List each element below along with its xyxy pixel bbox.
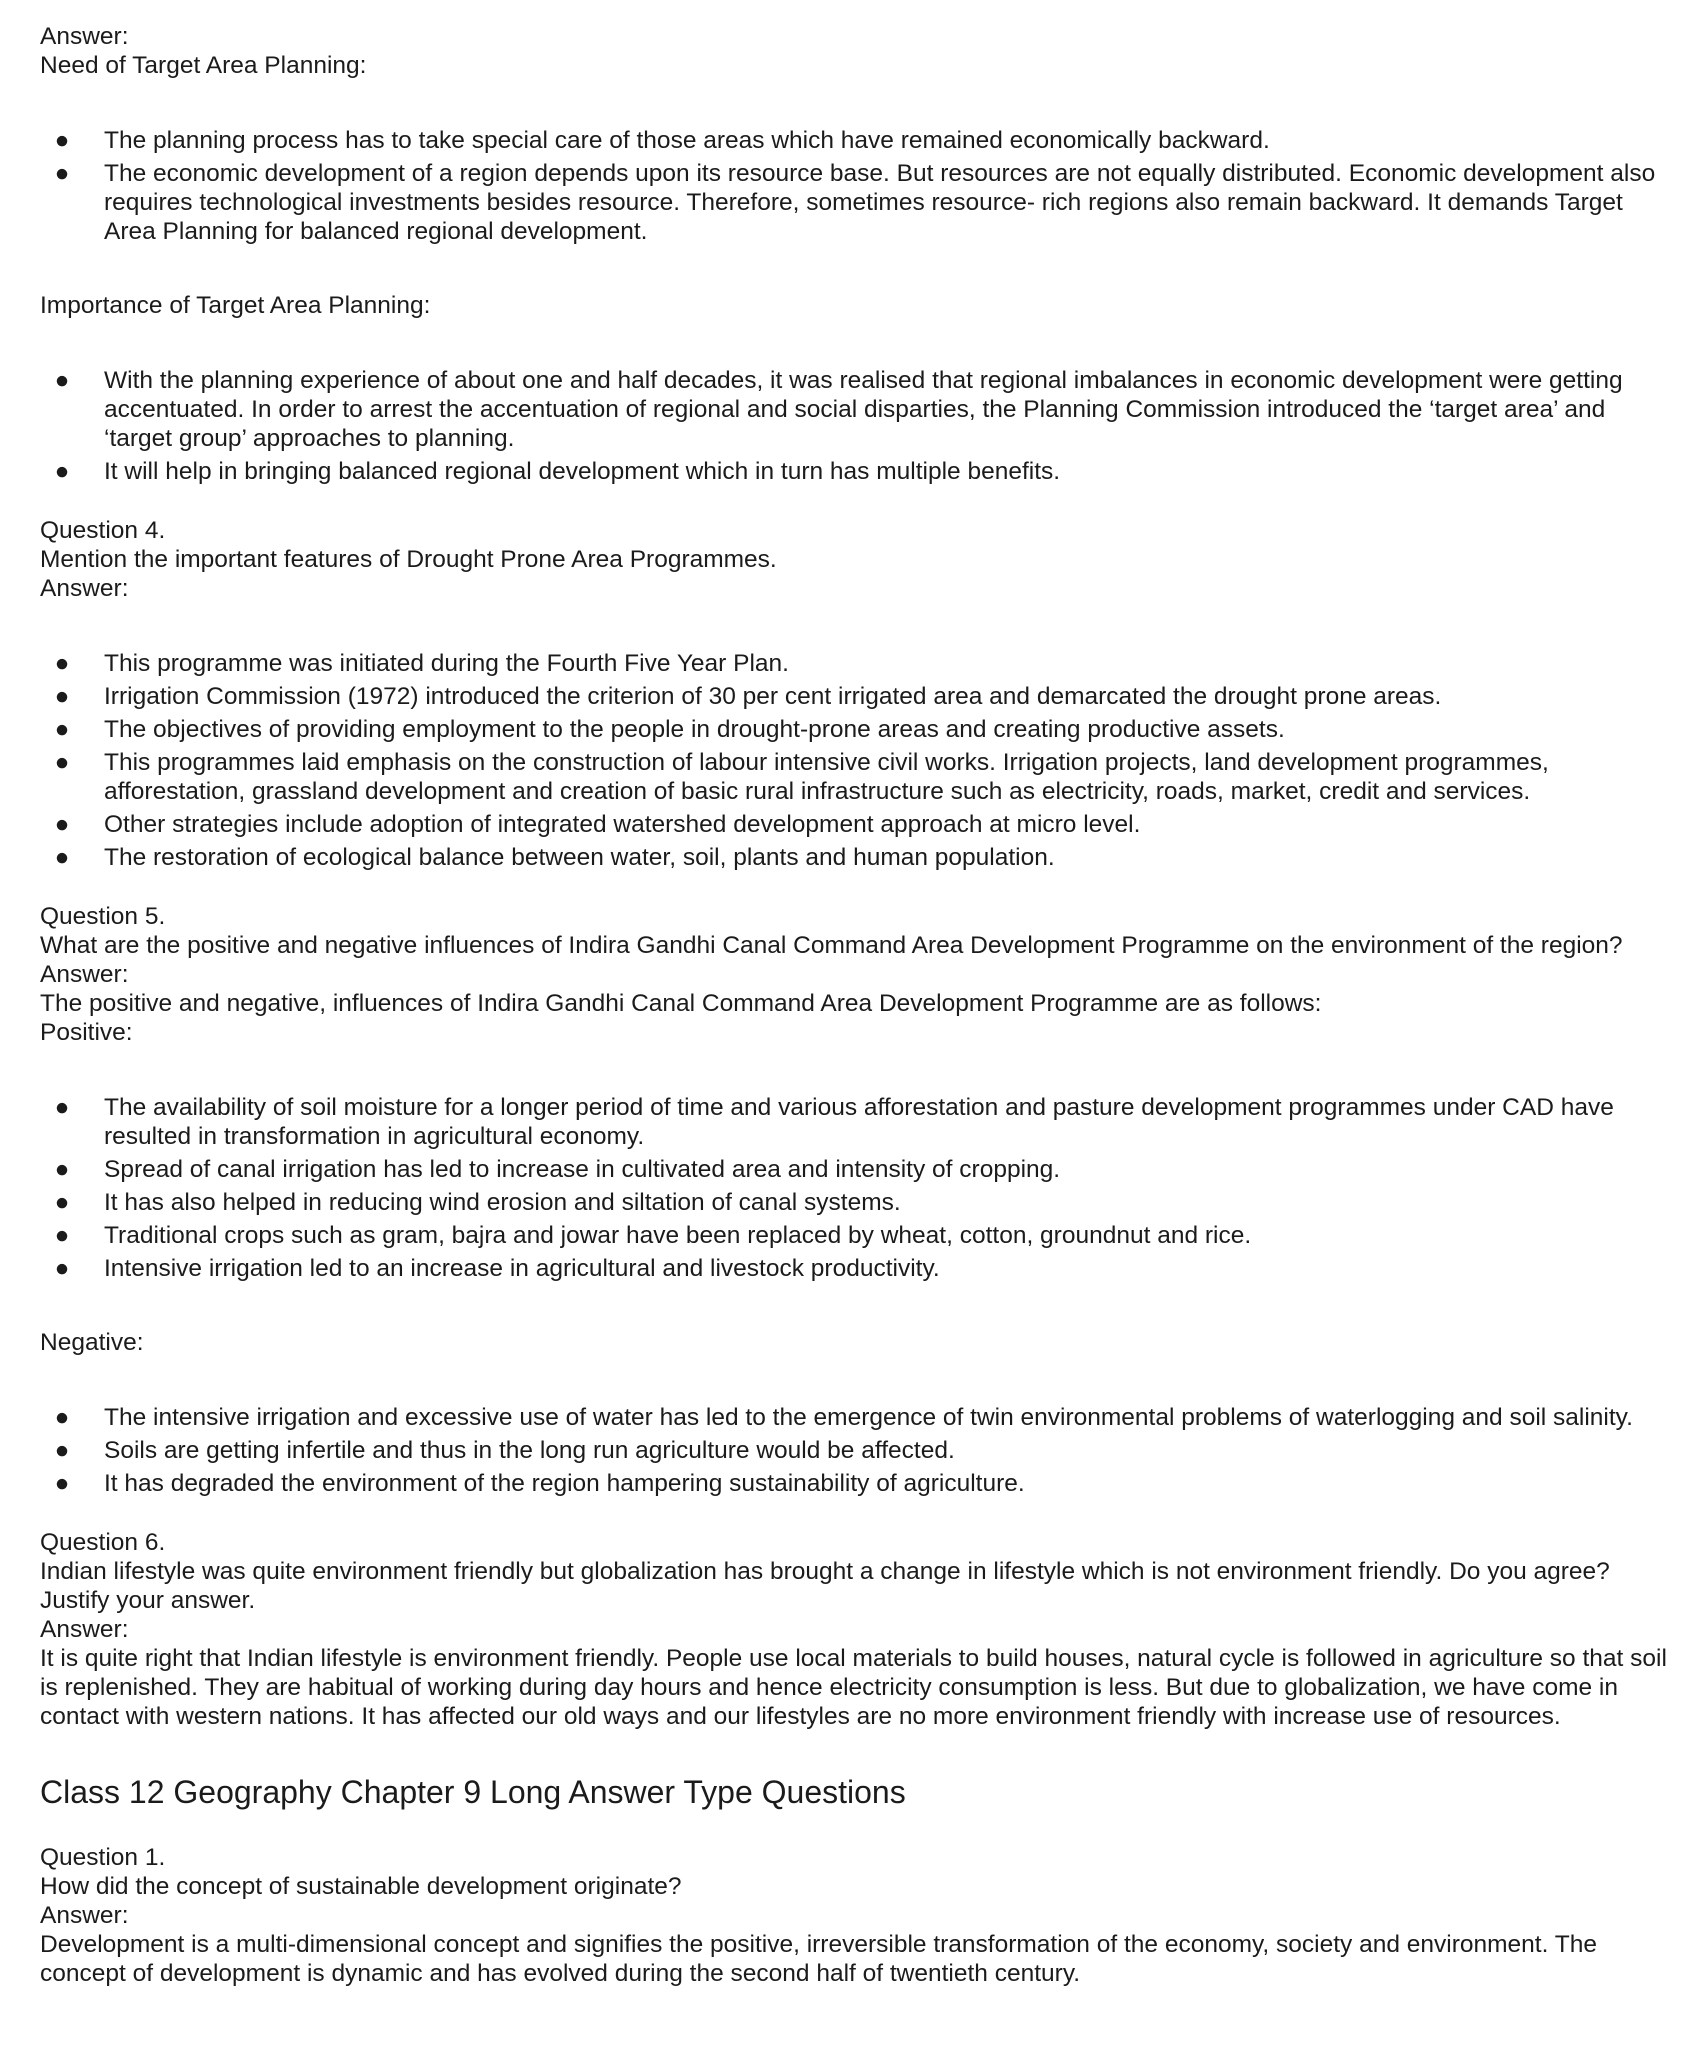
list-item: ● The availability of soil moisture for a longer period of time and various afforestation and pasture development programmes under CAD have resulted in transformation in agricultural economy. (104, 1093, 1670, 1151)
list-item: ● The intensive irrigation and excessive use of water has led to the emergence of twin environmental problems of waterlogging and soil salinity. (104, 1403, 1670, 1432)
positive-list (40, 1093, 1670, 1283)
list-item: ● The economic development of a region depends upon its resource base. But resources are not equally distributed. Economic development also requires technological investments besides resource. Therefore, sometimes resource- rich regions also remain backward. It demands Target Area Planning for balanced regional development. (104, 159, 1670, 246)
bullet-icon: ● (54, 716, 70, 743)
list-item: ● The objectives of providing employment to the people in drought-prone areas and creating productive assets. (104, 715, 1670, 744)
question-label: Question 4. (40, 517, 166, 544)
list-item: ● Soils are getting infertile and thus in the long run agriculture would be affected. (104, 1436, 1670, 1465)
bullet-icon: ● (54, 1094, 70, 1121)
list-item: ● It has also helped in reducing wind erosion and siltation of canal systems. (104, 1188, 1670, 1217)
bullet-icon: ● (54, 650, 70, 677)
bullet-icon: ● (54, 458, 70, 485)
bullet-icon: ● (54, 844, 70, 871)
bullet-icon: ● (54, 683, 70, 710)
bullet-icon: ● (54, 749, 70, 776)
answer-intro: The positive and negative, influences of Indira Gandhi Canal Command Area Development Programme are as follows: (40, 990, 1322, 1017)
question-text: How did the concept of sustainable development originate? (40, 1873, 682, 1900)
negative-list (40, 1403, 1670, 1498)
importance-heading: Importance of Target Area Planning: (40, 292, 431, 319)
list-item: ● It has degraded the environment of the region hampering sustainability of agriculture. (104, 1469, 1670, 1498)
bullet-icon: ● (54, 1255, 70, 1282)
answer-text: Development is a multi-dimensional concept and signifies the positive, irreversible transformation of the economy, society and environment. The concept of development is dynamic and has evolved during the second half of twentieth century. (40, 1931, 1597, 1987)
list-item: ● Traditional crops such as gram, bajra and jowar have been replaced by wheat, cotton, groundnut and rice. (104, 1221, 1670, 1250)
bullet-icon: ● (54, 160, 70, 187)
answer-text: It is quite right that Indian lifestyle is environment friendly. People use local materials to build houses, natural cycle is followed in agriculture so that soil is replenished. They are habitual of working during day hours and hence electricity consumption is less. But due to globalization, we have come in contact with western nations. It has affected our old ways and our lifestyles are no more environment friendly with increase use of resources. (40, 1645, 1667, 1730)
list-item: ● The restoration of ecological balance between water, soil, plants and human population. (104, 843, 1670, 872)
positive-label: Positive: (40, 1019, 133, 1046)
question-text: Indian lifestyle was quite environment friendly but globalization has brought a change in lifestyle which is not environment friendly. Do you agree? Justify your answer. (40, 1558, 1610, 1614)
negative-label: Negative: (40, 1329, 144, 1356)
bullet-icon: ● (54, 1437, 70, 1464)
need-list (40, 126, 1670, 246)
need-heading: Need of Target Area Planning: (40, 52, 367, 79)
bullet-icon: ● (54, 127, 70, 154)
list-item: ● With the planning experience of about one and half decades, it was realised that regional imbalances in economic development were getting accentuated. In order to arrest the accentuation of regional and social disparties, the Planning Commission introduced the ‘target area’ and ‘target group’ approaches to planning. (104, 366, 1670, 453)
bullet-icon: ● (54, 811, 70, 838)
bullet-icon: ● (54, 1156, 70, 1183)
importance-list (40, 366, 1670, 486)
section-heading: Class 12 Geography Chapter 9 Long Answer Type Questions (40, 1774, 906, 1810)
answer-label: Answer: (40, 961, 129, 988)
question-label: Question 6. (40, 1529, 166, 1556)
question-text: What are the positive and negative influences of Indira Gandhi Canal Command Area Development Programme on the environment of the region? (40, 932, 1623, 959)
list-item: ● Other strategies include adoption of integrated watershed development approach at micro level. (104, 810, 1670, 839)
drought-features-list (40, 649, 1670, 872)
question-text: Mention the important features of Drought Prone Area Programmes. (40, 546, 777, 573)
answer-label: Answer: (40, 1616, 129, 1643)
answer-label: Answer: (40, 575, 129, 602)
bullet-icon: ● (54, 1222, 70, 1249)
bullet-icon: ● (54, 1404, 70, 1431)
list-item: ● Irrigation Commission (1972) introduced the criterion of 30 per cent irrigated area and demarcated the drought prone areas. (104, 682, 1670, 711)
list-item: ● This programmes laid emphasis on the construction of labour intensive civil works. Irrigation projects, land development programmes, afforestation, grassland development and creation of basic rural infrastructure such as electricity, roads, market, credit and services. (104, 748, 1670, 806)
bullet-icon: ● (54, 1189, 70, 1216)
list-item: ● Spread of canal irrigation has led to increase in cultivated area and intensity of cropping. (104, 1155, 1670, 1184)
question-label: Question 5. (40, 903, 166, 930)
list-item: ● This programme was initiated during the Fourth Five Year Plan. (104, 649, 1670, 678)
question-label: Question 1. (40, 1844, 166, 1871)
bullet-icon: ● (54, 1470, 70, 1497)
list-item: ● It will help in bringing balanced regional development which in turn has multiple benefits. (104, 457, 1670, 486)
bullet-icon: ● (54, 367, 70, 394)
answer-label: Answer: (40, 23, 129, 50)
list-item: ● The planning process has to take special care of those areas which have remained economically backward. (104, 126, 1670, 155)
list-item: ● Intensive irrigation led to an increase in agricultural and livestock productivity. (104, 1254, 1670, 1283)
answer-label: Answer: (40, 1902, 129, 1929)
